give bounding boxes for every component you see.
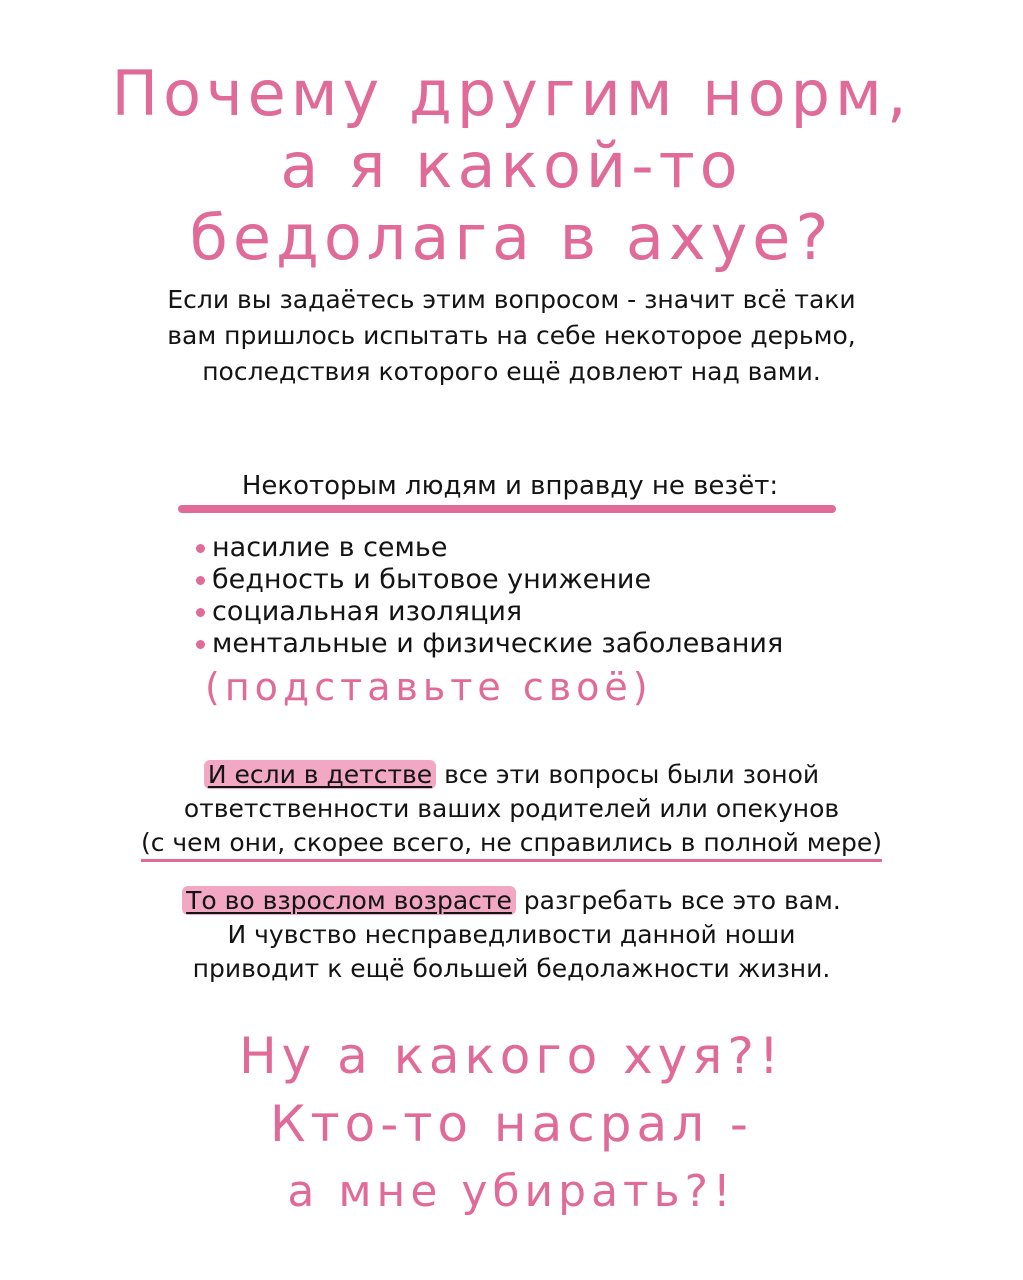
bad-luck-list	[196, 532, 783, 660]
title-line-2: а я какой-то	[280, 129, 743, 202]
childhood-line-2: ответственности ваших родителей или опекунов	[183, 794, 840, 823]
childhood-highlight: И если в детстве	[204, 760, 436, 789]
adulthood-paragraph	[20, 884, 1003, 986]
list-item-text: бедность и бытовое унижение	[212, 564, 652, 595]
adulthood-line-1-rest: разгребать все это вам.	[515, 886, 841, 915]
list-item	[196, 564, 783, 596]
intro-paragraph	[60, 282, 963, 390]
bullet-dot-icon	[196, 608, 205, 617]
title-line-3: бедолага в ахуе?	[189, 201, 834, 274]
list-item-text: насилие в семье	[212, 532, 448, 563]
bullet-dot-icon	[196, 544, 205, 553]
closing-line-1: Ну а какого хуя?!	[239, 1027, 784, 1085]
bad-luck-heading: Некоторым людям и вправду не везёт:	[241, 471, 779, 501]
childhood-line-3-text: (с чем они, скорее всего, не справились в полной мере)	[141, 828, 882, 862]
bullet-dot-icon	[196, 640, 205, 649]
insert-your-own-note: (подставьте своё)	[205, 665, 653, 709]
intro-line-1: Если вы задаётесь этим вопросом - значит всё таки	[167, 285, 856, 314]
heading-underline	[178, 505, 836, 513]
list-item-text: ментальные и физические заболевания	[212, 628, 784, 659]
intro-line-2: вам пришлось испытать на себе некоторое дерьмо,	[167, 321, 856, 350]
childhood-line-1-rest: все эти вопросы были зоной	[436, 760, 820, 789]
closing-statement	[0, 1022, 1023, 1226]
adulthood-line-1	[20, 884, 1003, 918]
childhood-line-1	[20, 758, 1003, 792]
list-item	[196, 596, 783, 628]
bullet-dot-icon	[196, 576, 205, 585]
childhood-line-3	[20, 826, 1003, 860]
list-item	[196, 628, 783, 660]
title-line-1: Почему другим норм,	[111, 57, 912, 130]
adulthood-highlight: То во взрослом возрасте	[182, 886, 516, 915]
intro-line-3: последствия которого ещё довлеют над вами.	[202, 357, 821, 386]
page-title	[0, 58, 1023, 274]
closing-line-3: а мне убирать?!	[287, 1166, 736, 1217]
childhood-paragraph	[20, 758, 1003, 860]
adulthood-line-3: приводит к ещё большей бедолажности жизни.	[192, 954, 831, 983]
list-item	[196, 532, 783, 564]
adulthood-line-2: И чувство несправедливости данной ноши	[227, 920, 796, 949]
closing-line-2: Кто-то насрал -	[270, 1095, 753, 1153]
list-item-text: социальная изоляция	[212, 596, 523, 627]
